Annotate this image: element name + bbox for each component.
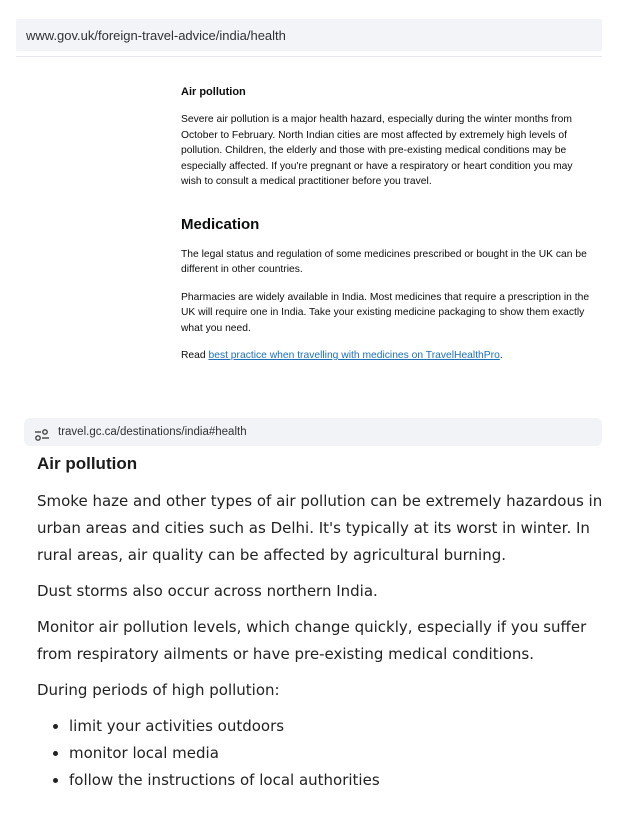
list-item-text: monitor local media xyxy=(69,744,219,762)
bullet-icon xyxy=(53,751,58,756)
list-item-text: limit your activities outdoors xyxy=(69,717,285,735)
govuk-medication-paragraph-1: The legal status and regulation of some medicines prescribed or bought in the UK can be different in other countries. xyxy=(181,248,587,275)
bullet-icon xyxy=(53,778,58,783)
ca-paragraph-4: During periods of high pollution: xyxy=(37,681,280,699)
ca-paragraph-3-line-1: Monitor air pollution levels, which change quickly, especially if you suffer xyxy=(37,618,587,636)
bullet-icon xyxy=(53,724,58,729)
ca-paragraph-1 xyxy=(37,488,617,569)
ca-bullet-list xyxy=(37,713,617,794)
tune-icon[interactable] xyxy=(34,426,50,438)
ca-air-pollution-heading: Air pollution xyxy=(37,454,138,473)
list-item-text: follow the instructions of local authorities xyxy=(69,771,380,789)
list-item xyxy=(37,713,617,740)
url-text-govuk[interactable]: www.gov.uk/foreign-travel-advice/india/health xyxy=(26,27,286,43)
ca-paragraph-1-line-1: Smoke haze and other types of air pollution can be extremely hazardous in xyxy=(37,492,603,510)
read-prefix: Read xyxy=(181,350,209,361)
govuk-air-pollution-paragraph: Severe air pollution is a major health hazard, especially during the winter months from October to February. North Indian cities are most affected by extremely high levels of pollution. Children, the elderly and those with pre-existing medical conditions may be especially affected. If you're pregnant or have a respiratory or heart condition you may wish to consult a medical practitioner before you travel. xyxy=(181,114,573,187)
list-item xyxy=(37,740,617,767)
read-suffix: . xyxy=(499,350,503,361)
ca-paragraph-1-line-3: rural areas, air quality can be affected by agricultural burning. xyxy=(37,546,506,564)
ca-paragraph-1-line-2: urban areas and cities such as Delhi. It's typically at its worst in winter. In xyxy=(37,519,590,537)
address-bar-govuk[interactable] xyxy=(16,19,602,51)
govuk-medication-heading: Medication xyxy=(181,215,260,233)
list-item xyxy=(37,767,617,794)
travelhealthpro-link[interactable]: best practice when travelling with medicines on TravelHealthPro xyxy=(208,350,500,361)
address-bar-travel-gc[interactable] xyxy=(24,418,602,446)
ca-paragraph-2: Dust storms also occur across northern India. xyxy=(37,582,378,600)
ca-paragraph-3-line-2: from respiratory ailments or have pre-existing medical conditions. xyxy=(37,645,535,663)
travel-gc-content xyxy=(37,454,617,794)
govuk-content xyxy=(181,86,593,364)
govuk-air-pollution-heading: Air pollution xyxy=(181,86,246,98)
govuk-read-line xyxy=(181,348,593,364)
govuk-medication-paragraph-2: Pharmacies are widely available in India. Most medicines that require a prescription in the UK will require one in India. Take your existing medicine packaging to show them exactly what you need. xyxy=(181,291,590,334)
ca-paragraph-3 xyxy=(37,614,617,668)
divider xyxy=(16,56,602,57)
url-text-travel-gc[interactable]: travel.gc.ca/destinations/india#health xyxy=(58,426,247,438)
